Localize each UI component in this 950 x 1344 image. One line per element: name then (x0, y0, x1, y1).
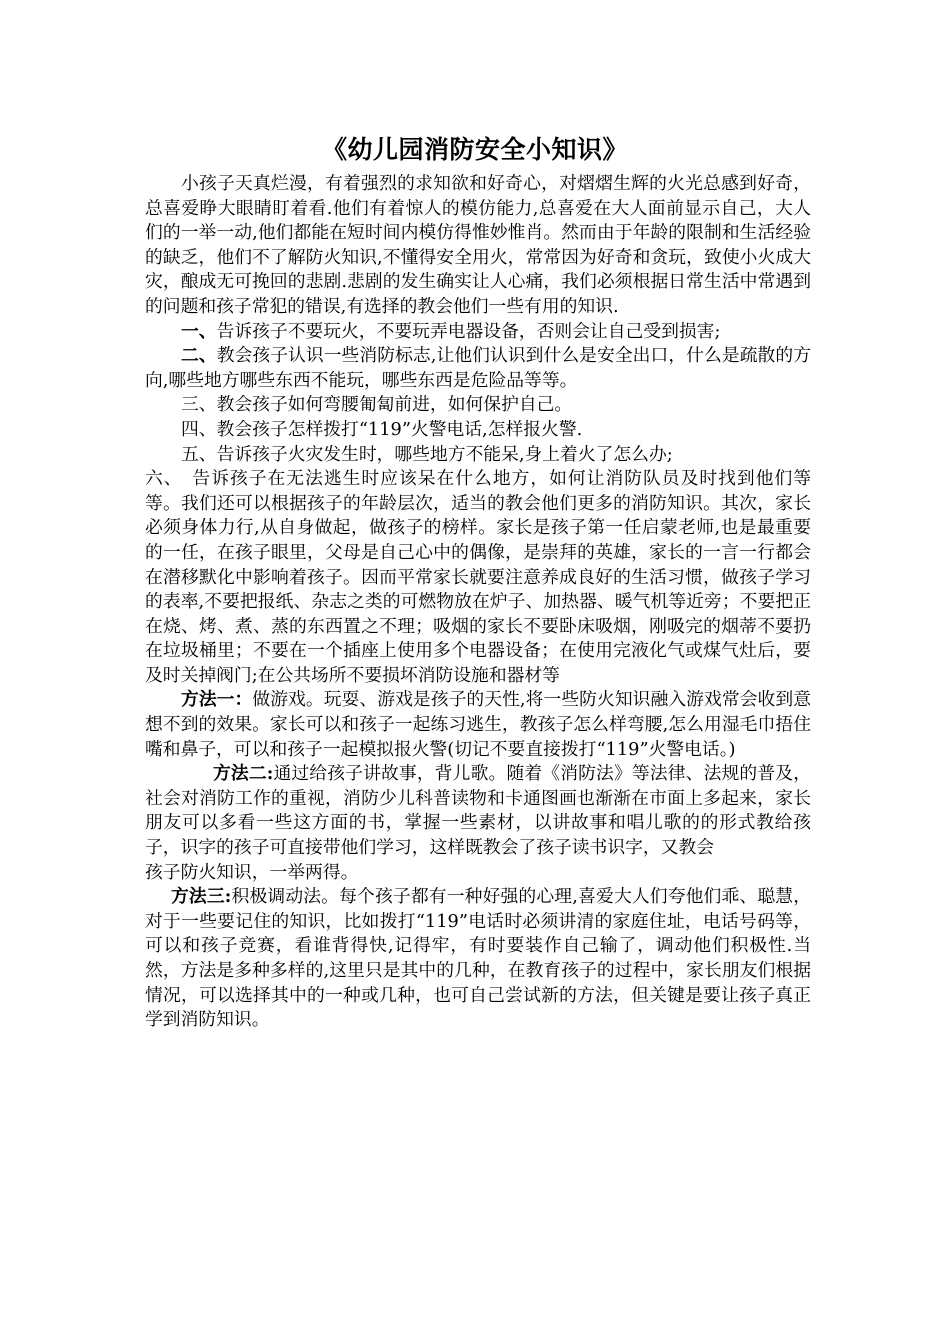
method-1 (145, 688, 811, 762)
method-2 (145, 762, 811, 860)
method-2-label: 方法二: (213, 763, 274, 785)
item-2-label: 二、 (181, 345, 217, 367)
intro-paragraph: 小孩子天真烂漫，有着强烈的求知欲和好奇心，对熠熠生辉的火光总感到好奇，总喜爱睁大眼睛盯着看.他们有着惊人的模仿能力,总喜爱在大人面前显示自己，大人们的一举一动,他们都能在短时间内模仿得惟妙惟肖。然而由于年龄的限制和生活经验的缺乏，他们不了解防火知识,不懂得安全用火，常常因为好奇和贪玩，致使小火成大灾，酿成无可挽回的悲剧.悲剧的发生确实让人心痛，我们必须根据日常生活中常遇到的问题和孩子常犯的错误,有选择的教会他们一些有用的知识. (145, 173, 811, 317)
method-3-text: 积极调动法。每个孩子都有一种好强的心理,喜爱大人们夸他们乖、聪慧，对于一些要记住的知识，比如拨打“119”电话时必须讲清的家庭住址，电话号码等，可以和孩子竞赛，看谁背得快,记得牢，有时要装作自己输了，调动他们积极性.当然，方法是多种多样的,这里只是其中的几种，在教育孩子的过程中，家长朋友们根据情况，可以选择其中的一种或几种，也可自己尝试新的方法，但关键是要让孩子真正学到消防知识。 (145, 886, 811, 1031)
item-5: 五、告诉孩子火灾发生时，哪些地方不能呆,身上着火了怎么办; (181, 443, 673, 465)
method-1-label: 方法一： (181, 689, 253, 711)
document-body (145, 172, 811, 1033)
method-3-label: 方法三: (171, 886, 232, 908)
item-1-text: 告诉孩子不要玩火，不要玩弄电器设备，否则会让自己受到损害; (216, 320, 721, 342)
method-3 (145, 885, 811, 1033)
method-1-text: 做游戏。玩耍、游戏是孩子的天性,将一些防火知识融入游戏常会收到意想不到的效果。家长可以和孩子一起练习逃生，教孩子怎么样弯腰,怎么用湿毛巾捂住嘴和鼻子，可以和孩子一起模拟报火警(切记不要直接拨打“119”火警电话。) (145, 689, 811, 760)
item-4: 四、教会孩子怎样拨打“119”火警电话,怎样报火警. (181, 418, 583, 440)
item-2-text: 教会孩子认识一些消防标志,让他们认识到什么是安全出口，什么是疏散的方向,哪些地方哪些东西不能玩，哪些东西是危险品等等。 (145, 345, 811, 391)
item-1-label: 一、 (181, 320, 217, 342)
item-6: 六、 告诉孩子在无法逃生时应该呆在什么地方，如何让消防队员及时找到他们等等。我们还可以根据孩子的年龄层次，适当的教会他们更多的消防知识。其次，家长必须身体力行,从自身做起，做孩子的榜样。家长是孩子第一任启蒙老师,也是最重要的一任，在孩子眼里，父母是自己心中的偶像，是崇拜的英雄，家长的一言一行都会在潜移默化中影响着孩子。因而平常家长就要注意养成良好的生活习惯，做孩子学习的表率,不要把报纸、杂志之类的可燃物放在炉子、加热器、暖气机等近旁；不要把正在烧、烤、煮、蒸的东西置之不理；吸烟的家长不要卧床吸烟，刚吸完的烟蒂不要扔在垃圾桶里；不要在一个插座上使用多个电器设备；在使用完液化气或煤气灶后，要及时关掉阀门;在公共场所不要损坏消防设施和器材等 (145, 468, 811, 686)
item-3: 三、教会孩子如何弯腰匍匐前进，如何保护自己。 (181, 394, 573, 416)
method-2-continued: 孩子防火知识，一举两得。 (145, 861, 359, 883)
item-2 (145, 344, 811, 393)
document-title: 《幼儿园消防安全小知识》 (321, 135, 628, 164)
method-2-text: 通过给孩子讲故事，背儿歌。随着《消防法》等法律、法规的普及，社会对消防工作的重视，消防少儿科普读物和卡通图画也渐渐在市面上多起来，家长朋友可以多看一些这方面的书，掌握一些素材，以讲故事和唱儿歌的的形式教给孩子，识字的孩子可直接带他们学习，这样既教会了孩子读书识字，又教会 (145, 763, 811, 859)
item-1 (145, 320, 811, 345)
